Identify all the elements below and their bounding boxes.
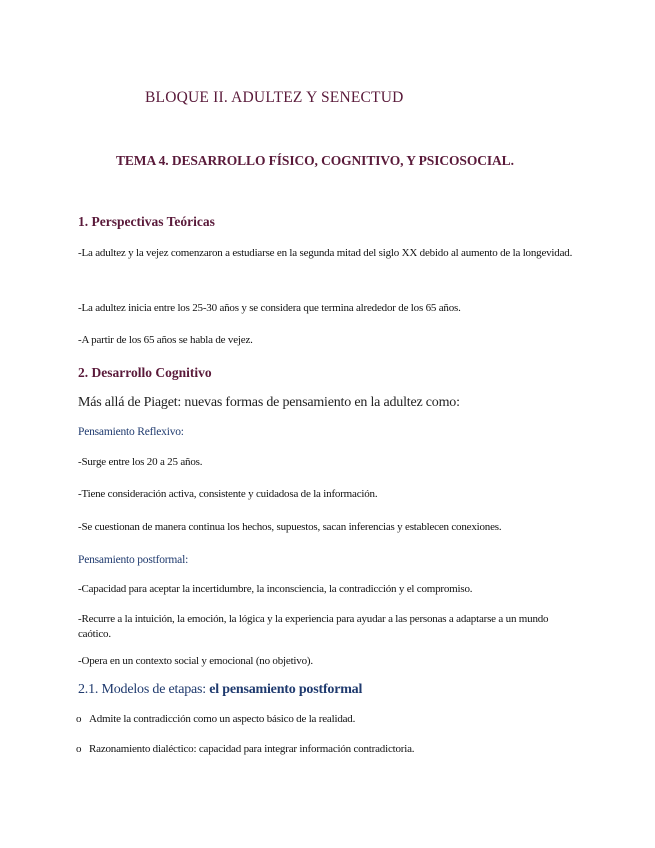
bullet-text: Admite la contradicción como un aspecto básico de la realidad. <box>89 713 356 725</box>
section-heading-perspectivas: 1. Perspectivas Teóricas <box>78 214 215 229</box>
bullet-marker: o <box>76 713 82 725</box>
bullet-item <box>76 713 355 725</box>
subheading-pensamiento-reflexivo: Pensamiento Reflexivo: <box>78 426 184 438</box>
section-heading-desarrollo-cognitivo: 2. Desarrollo Cognitivo <box>78 365 212 380</box>
subheading-pensamiento-postformal: Pensamiento postformal: <box>78 554 189 566</box>
list-item: -Recurre a la intuición, la emoción, la lógica y la experiencia para ayudar a las personas a adaptarse a un mundo caótico. <box>78 613 549 640</box>
list-item: -Surge entre los 20 a 25 años. <box>78 456 203 468</box>
bullet-marker: o <box>76 743 82 755</box>
list-item: -Se cuestionan de manera continua los hechos, supuestos, sacan inferencias y establecen conexiones. <box>78 521 502 533</box>
list-item: -Capacidad para aceptar la incertidumbre, la inconsciencia, la contradicción y el compromiso. <box>78 583 473 595</box>
paragraph-mas-alla-piaget: Más allá de Piaget: nuevas formas de pensamiento en la adultez como: <box>78 395 460 410</box>
list-item: -Opera en un contexto social y emocional (no objetivo). <box>78 655 313 667</box>
topic-title: TEMA 4. DESARROLLO FÍSICO, COGNITIVO, Y PSICOSOCIAL. <box>116 153 514 168</box>
subsection-heading-prefix: 2.1. Modelos de etapas: <box>78 682 210 697</box>
bullet-text: Razonamiento dialéctico: capacidad para integrar información contradictoria. <box>89 743 415 755</box>
paragraph-vejez: -A partir de los 65 años se habla de vejez. <box>78 334 253 346</box>
list-item: -Tiene consideración activa, consistente y cuidadosa de la información. <box>78 488 378 500</box>
subsection-heading-modelos-etapas <box>78 682 362 698</box>
subsection-heading-bold: el pensamiento postformal <box>209 682 363 697</box>
bullet-item <box>76 743 414 755</box>
paragraph-inicio-adultez: -La adultez inicia entre los 25-30 años y se considera que termina alrededor de los 65 años. <box>78 302 461 314</box>
block-title: BLOQUE II. ADULTEZ Y SENECTUD <box>145 89 404 106</box>
paragraph-adultez-vejez: -La adultez y la vejez comenzaron a estudiarse en la segunda mitad del siglo XX debido al aumento de la longevidad. <box>78 247 573 259</box>
